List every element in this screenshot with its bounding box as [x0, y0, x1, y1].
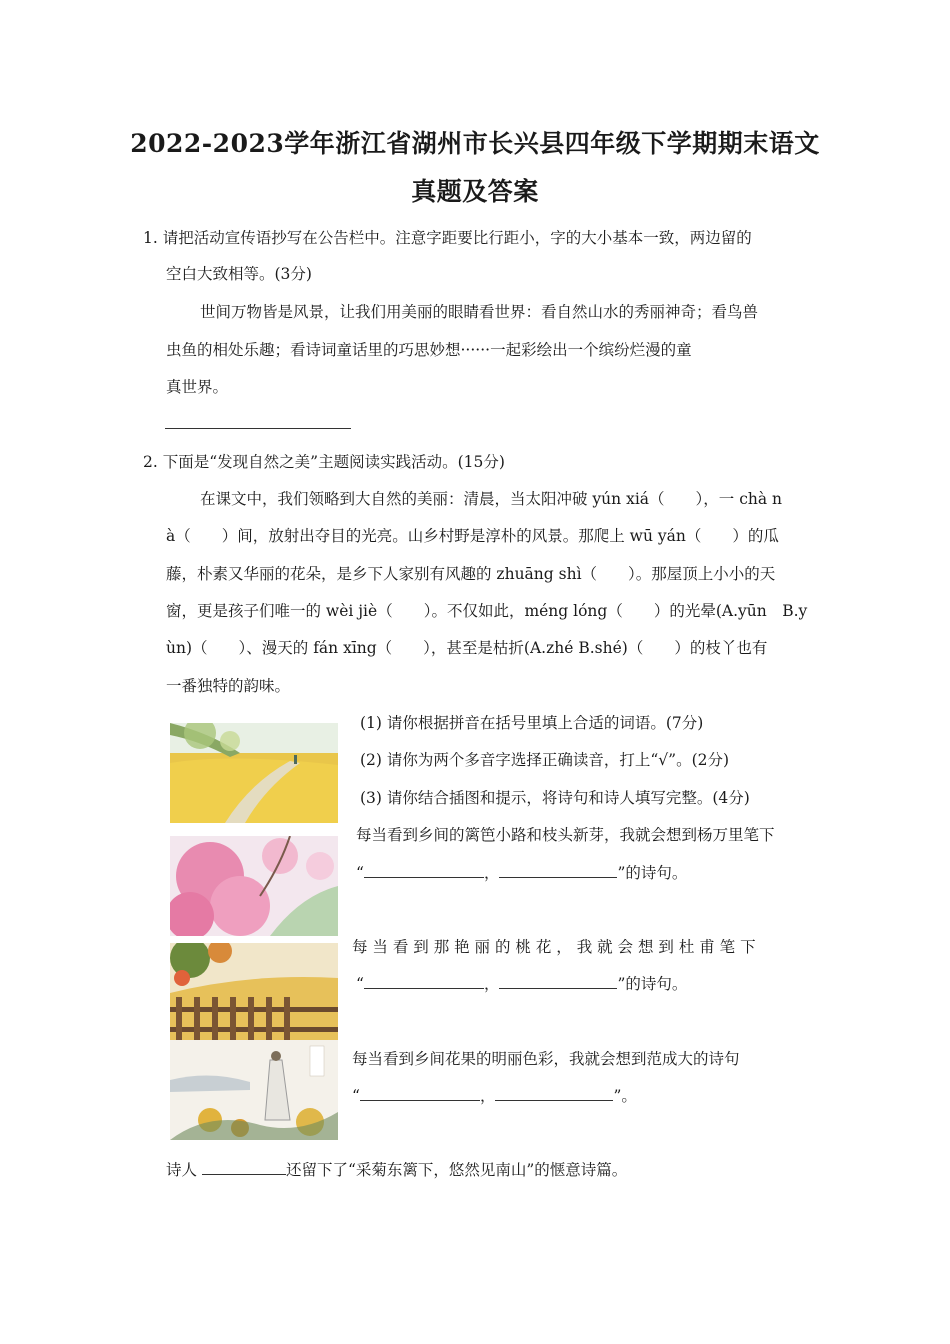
doc-title-line2: 真题及答案 — [411, 177, 539, 206]
q2-sub2: (2) 请你为两个多音字选择正确读音，打上“√”。(2分) — [360, 751, 730, 769]
q1-prompt-line1: 1. 请把活动宣传语抄写在公告栏中。注意字距要比行距小，字的大小基本一致，两边留的 — [143, 229, 752, 247]
poet-post: 还留下了“采菊东篱下，悠然见南山”的惬意诗篇。 — [285, 1161, 628, 1179]
q2-passage-line5: ùn)（ ）、漫天的 fán xīng（ ），甚至是枯折(A.zhé B.shé)（ ）的枝丫也有 — [166, 639, 768, 657]
yang-prompt: 每当看到乡间的篱笆小路和枝头新芽，我就会想到杨万里笔下 — [356, 826, 775, 844]
poet-line — [166, 1158, 627, 1180]
poet-pre: 诗人 — [166, 1161, 198, 1179]
q2-passage-line1: 在课文中，我们领略到大自然的美丽：清晨，当太阳冲破 yún xiá（ ），一 chà n — [200, 490, 783, 508]
du-blank-2[interactable] — [499, 974, 617, 989]
yang-blank-2[interactable] — [499, 863, 617, 878]
du-blank-1[interactable] — [364, 974, 484, 989]
q1-passage-line1: 世间万物皆是风景，让我们用美丽的眼睛看世界：看自然山水的秀丽神奇；看鸟兽 — [200, 303, 759, 321]
du-blanks-line — [356, 972, 687, 994]
yang-end: ”的诗句。 — [617, 864, 688, 882]
peach-blossom-painting — [170, 836, 338, 936]
fan-blanks-line — [352, 1084, 637, 1106]
q1-passage-line2: 虫鱼的相处乐趣；看诗词童话里的巧思妙想······一起彩绘出一个缤纷烂漫的童 — [166, 341, 692, 359]
q2-sub3: (3) 请你结合插图和提示，将诗句和诗人填写完整。(4分) — [360, 789, 750, 807]
q2-passage-line6: 一番独特的韵味。 — [166, 677, 291, 695]
fan-blank-2[interactable] — [495, 1086, 613, 1101]
q1-answer-line[interactable] — [165, 428, 351, 429]
q2-passage-line3: 藤，朴素又华丽的花朵，是乡下人家别有风趣的 zhuāng shì（ ）。那屋顶上小小的天 — [166, 565, 776, 583]
comma: ， — [479, 1087, 496, 1105]
open-quote: “ — [356, 864, 364, 882]
du-end: ”的诗句。 — [617, 975, 688, 993]
fan-prompt: 每当看到乡间花果的明丽色彩，我就会想到范成大的诗句 — [352, 1050, 740, 1068]
q2-prompt: 2. 下面是“发现自然之美”主题阅读实践活动。(15分) — [143, 453, 505, 471]
open-quote: “ — [356, 975, 364, 993]
chrysanthemum-poet-painting — [170, 1040, 338, 1140]
fan-end: ”。 — [613, 1087, 637, 1105]
yang-blank-1[interactable] — [364, 863, 484, 878]
rapeseed-field-painting — [170, 723, 338, 823]
q2-passage-line2: à（ ）间，放射出夺目的光亮。山乡村野是淳朴的风景。那爬上 wū yán（ ）的瓜 — [166, 527, 779, 545]
du-prompt: 每 当 看 到 那 艳 丽 的 桃 花 ， 我 就 会 想 到 杜 甫 笔 下 — [352, 938, 756, 956]
q2-sub1: (1) 请你根据拼音在括号里填上合适的词语。(7分) — [360, 714, 704, 732]
open-quote: “ — [352, 1087, 360, 1105]
doc-title-line1: 2022-2023学年浙江省湖州市长兴县四年级下学期期末语文 — [130, 129, 820, 158]
q1-prompt-line2: 空白大致相等。(3分) — [166, 265, 312, 283]
fence-field-painting — [170, 943, 338, 1043]
yang-blanks-line — [356, 861, 687, 883]
fan-blank-1[interactable] — [360, 1086, 480, 1101]
q1-passage-line3: 真世界。 — [166, 378, 229, 396]
poet-blank[interactable] — [202, 1160, 286, 1175]
comma: ， — [483, 975, 500, 993]
q2-passage-line4: 窗，更是孩子们唯一的 wèi jiè（ ）。不仅如此，méng lóng（ ）的光晕(A.yūn B.y — [166, 602, 808, 620]
comma: ， — [483, 864, 500, 882]
